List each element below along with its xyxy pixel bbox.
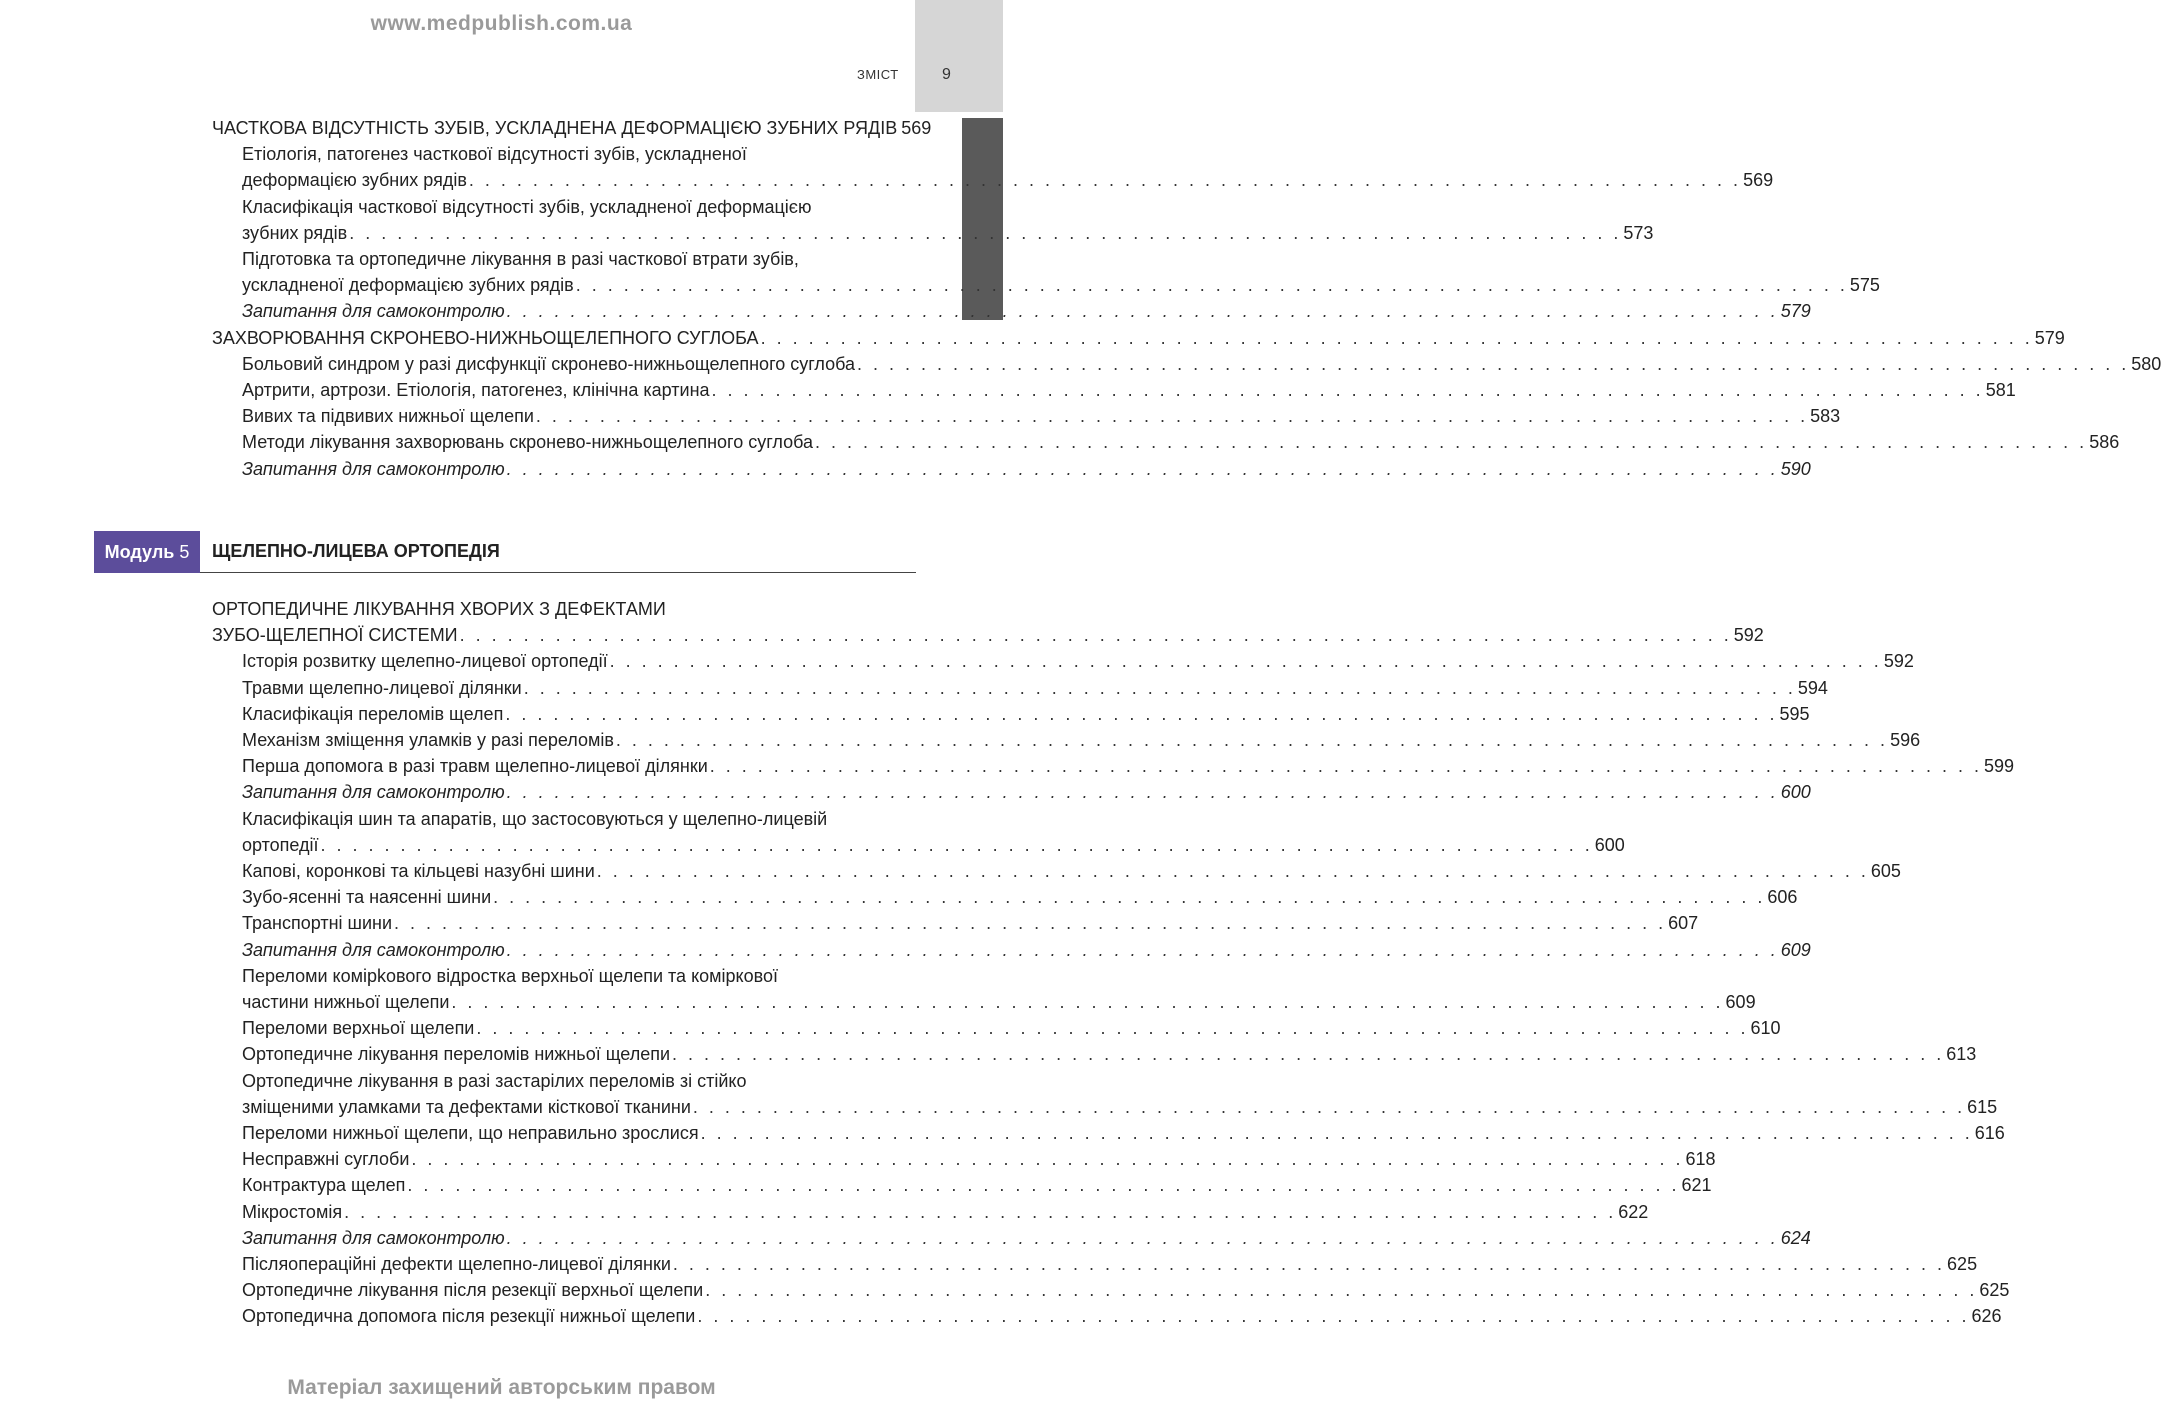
toc-entry: [242, 1277, 2010, 1303]
toc-entry: [242, 779, 1811, 805]
toc-entry-title: ЧАСТКОВА ВІДСУТНІСТЬ ЗУБІВ, УСКЛАДНЕНА ДЕФОРМАЦІЄЮ ЗУБНИХ РЯДІВ: [212, 118, 898, 138]
dot-leader: . . . . . . . . . . . . . . . . . . . . . . . . . . . . . . . . . . . . . . . . . . . . . . . . . . . . . . . . . . . . . . . . . . . . . . . . . . . . . . . .: [407, 1175, 1680, 1196]
toc-entry-title: Запитання для самоконтролю: [242, 782, 505, 803]
toc-entry-title: Післяопераційні дефекти щелепно-лицевої ділянки: [242, 1254, 671, 1274]
toc-page-number: 605: [1870, 861, 1901, 881]
toc-entry-title: Ортопедичне лікування в разі застарілих переломів зі стійко: [242, 1070, 747, 1091]
toc-page-number: 613: [1946, 1044, 1977, 1065]
dot-leader: . . . . . . . . . . . . . . . . . . . . . . . . . . . . . . . . . . . . . . . . . . . . . . . . . . . . . . . . . . . . . . . . . . . . . . . . . . . . . . . .: [411, 1149, 1684, 1170]
toc-entry: [212, 325, 2065, 351]
toc-page-number: 581: [1985, 380, 2016, 400]
toc-entry: [242, 1015, 1781, 1041]
dot-leader: . . . . . . . . . . . . . . . . . . . . . . . . . . . . . . . . . . . . . . . . . . . . . . . . . . . . . . . . . . . . . . . . . . . . . . . . . . . . . . . .: [705, 1280, 1978, 1301]
toc-entry: [242, 351, 2161, 377]
dot-leader: . . . . . . . . . . . . . . . . . . . . . . . . . . . . . . . . . . . . . . . . . . . . . . . . . . . . . . . . . . . . . . . . . . . . . . . . . . . . . . . .: [468, 170, 1742, 191]
running-title: ЗМІСТ: [857, 67, 899, 82]
toc-entry-title: зубних рядів: [242, 222, 348, 243]
toc-page-number: 590: [1780, 458, 1811, 479]
toc-entry: [242, 1094, 1998, 1120]
dot-leader: . . . . . . . . . . . . . . . . . . . . . . . . . . . . . . . . . . . . . . . . . . . . . . . . . . . . . . . . . . . . . . . . . . . . . . . . . . . . . . . .: [451, 992, 1724, 1012]
toc-entry-title: Транспортні шини: [242, 913, 392, 934]
toc-entry-title: Підготовка та ортопедичне лікування в разі часткової втрати зубів,: [242, 249, 799, 269]
toc-entry-title: частини нижньої щелепи: [242, 992, 450, 1012]
dot-leader: . . . . . . . . . . . . . . . . . . . . . . . . . . . . . . . . . . . . . . . . . . . . . . . . . . . . . . . . . . . . . . . . . . . . . . . . . . . . . . . .: [700, 1123, 1973, 1143]
toc-entry-title: Капові, коронкові та кільцеві назубні шини: [242, 861, 595, 881]
toc-entry-title: Зубо-ясенні та наясенні шини: [242, 887, 492, 908]
toc-entry-title: Контрактура щелеп: [242, 1175, 406, 1196]
toc-entry-title: ускладненої деформацією зубних рядів: [242, 275, 574, 296]
dot-leader: . . . . . . . . . . . . . . . . . . . . . . . . . . . . . . . . . . . . . . . . . . . . . . . . . . . . . . . . . . . . . . . . . . . . . . . . . . . . . . . .: [505, 703, 1778, 724]
toc-entry-title: Етіологія, патогенез часткової відсутності зубів, ускладненої: [242, 144, 747, 165]
dot-leader: . . . . . . . . . . . . . . . . . . . . . . . . . . . . . . . . . . . . . . . . . . . . . . . . . . . . . . . . . . . . . . . . . . . . . . . . . . . . . . . .: [344, 1201, 1617, 1222]
toc-entry: [212, 115, 932, 141]
module-title: ЩЕЛЕПНО-ЛИЦЕВА ОРТОПЕДІЯ: [212, 541, 500, 561]
dot-leader: . . . . . . . . . . . . . . . . . . . . . . . . . . . . . . . . . . . . . . . . . . . . . . . . . . . . . . . . . . . . . . . . . . . . . . . . . . . . . . . .: [692, 1096, 1966, 1117]
dot-leader: . . . . . . . . . . . . . . . . . . . . . . . . . . . . . . . . . . . . . . . . . . . . . . . . . . . . . . . . . . . . . . . . . . . . . . . . . . . . . . . .: [459, 625, 1732, 646]
toc-page-number: 600: [1594, 834, 1625, 855]
toc-entry: [242, 1172, 1712, 1198]
toc-page-number: 579: [1780, 301, 1811, 322]
toc-page-number: 600: [1780, 782, 1811, 803]
dot-leader: . . . . . . . . . . . . . . . . . . . . . . . . . . . . . . . . . . . . . . . . . . . . . . . . . . . . . . . . . . . . . . . . . . . . . . . . . . . . . . . .: [506, 1227, 1779, 1248]
toc-page-number: 606: [1767, 887, 1798, 908]
toc-page-number: 621: [1681, 1175, 1712, 1196]
toc-entry: [242, 884, 1798, 910]
toc-entry: [242, 989, 1756, 1015]
toc-page-number: 626: [1971, 1306, 2002, 1327]
dot-leader: . . . . . . . . . . . . . . . . . . . . . . . . . . . . . . . . . . . . . . . . . . . . . . . . . . . . . . . . . . . . . . . . . . . . . . . . . . . . . . . .: [506, 458, 1779, 479]
toc-entry-title: ОРТОПЕДИЧНЕ ЛІКУВАННЯ ХВОРИХ З ДЕФЕКТАМИ: [212, 599, 666, 619]
toc-entry-title: Класифікація шин та апаратів, що застосовуються у щелепно-лицевій: [242, 808, 828, 829]
module-label: Модуль: [104, 541, 175, 562]
toc-entry-title: Больовий синдром у разі дисфункції скронево-нижньощелепного суглоба: [242, 353, 856, 374]
dot-leader: . . . . . . . . . . . . . . . . . . . . . . . . . . . . . . . . . . . . . . . . . . . . . . . . . . . . . . . . . . . . . . . . . . . . . . . . . . . . . . . .: [697, 1306, 1970, 1327]
dot-leader: . . . . . . . . . . . . . . . . . . . . . . . . . . . . . . . . . . . . . . . . . . . . . . . . . . . . . . . . . . . . . . . . . . . . . . . . . . . . . . . .: [506, 939, 1779, 960]
page-number: 9: [942, 66, 951, 83]
toc-page-number: 618: [1685, 1149, 1716, 1170]
toc-entry-title: зміщеними уламками та дефектами кісткової тканини: [242, 1096, 691, 1117]
dot-leader: . . . . . . . . . . . . . . . . . . . . . . . . . . . . . . . . . . . . . . . . . . . . . . . . . . . . . . . . . . . . . . . . . . . . . . . . . . . . . . . .: [493, 887, 1766, 908]
toc-entry: [242, 456, 1811, 482]
dot-leader: . . . . . . . . . . . . . . . . . . . . . . . . . . . . . . . . . . . . . . . . . . . . . . . . . . . . . . . . . . . . . . . . . . . . . . . . . . . . . . . .: [615, 730, 1889, 750]
toc-page-number: 594: [1797, 677, 1828, 698]
toc-entry: [242, 1251, 1978, 1277]
dot-leader: . . . . . . . . . . . . . . . . . . . . . . . . . . . . . . . . . . . . . . . . . . . . . . . . . . . . . . . . . . . . . . . . . . . . . . . . . . . . . . . .: [609, 651, 1882, 672]
toc-entry: [242, 910, 1699, 936]
toc-page-number: 569: [901, 118, 932, 138]
toc-entry: [242, 1041, 1977, 1067]
toc-page-number: 599: [1983, 756, 2014, 777]
toc-entry-title: Мікростомія: [242, 1201, 343, 1222]
toc-entry-line: [242, 806, 827, 832]
dot-leader: . . . . . . . . . . . . . . . . . . . . . . . . . . . . . . . . . . . . . . . . . . . . . . . . . . . . . . . . . . . . . . . . . . . . . . . . . . . . . . . .: [476, 1018, 1749, 1039]
toc-entry: [242, 648, 1914, 674]
dot-leader: . . . . . . . . . . . . . . . . . . . . . . . . . . . . . . . . . . . . . . . . . . . . . . . . . . . . . . . . . . . . . . . . . . . . . . . . . . . . . . . .: [506, 301, 1779, 322]
page-number-box: [915, 0, 1003, 112]
toc-entry-title: Історія розвитку щелепно-лицевої ортопедії: [242, 651, 608, 672]
dot-leader: . . . . . . . . . . . . . . . . . . . . . . . . . . . . . . . . . . . . . . . . . . . . . . . . . . . . . . . . . . . . . . . . . . . . . . . . . . . . . . . .: [349, 222, 1622, 243]
toc-entry-title: ЗУБО-ЩЕЛЕПНОЇ СИСТЕМИ: [212, 625, 458, 646]
copyright-watermark: Матеріал захищений авторським правом: [287, 1376, 716, 1399]
toc-entry-title: Вивих та підвивих нижньої щелепи: [242, 406, 534, 427]
toc-entry-title: ортопедії: [242, 834, 319, 855]
toc-entry-title: Переломи нижньої щелепи, що неправильно зрослися: [242, 1123, 699, 1143]
toc-entry: [242, 1199, 1649, 1225]
toc-page-number: 615: [1967, 1096, 1998, 1117]
toc-entry-title: Ортопедичне лікування переломів нижньої щелепи: [242, 1044, 671, 1065]
toc-entry: [242, 377, 2016, 403]
toc-entry-line: [242, 246, 799, 272]
toc-entry: [242, 1303, 2002, 1329]
module-badge: [94, 531, 200, 573]
toc-page-number: 616: [1974, 1123, 2005, 1143]
toc-entry-title: Методи лікування захворювань скронево-нижньощелепного суглоба: [242, 432, 814, 453]
toc-entry: [212, 622, 1764, 648]
toc-entry: [242, 701, 1810, 727]
toc-page-number: 624: [1780, 1227, 1811, 1248]
dot-leader: . . . . . . . . . . . . . . . . . . . . . . . . . . . . . . . . . . . . . . . . . . . . . . . . . . . . . . . . . . . . . . . . . . . . . . . . . . . . . . . .: [711, 380, 1984, 400]
dot-leader: . . . . . . . . . . . . . . . . . . . . . . . . . . . . . . . . . . . . . . . . . . . . . . . . . . . . . . . . . . . . . . . . . . . . . . . . . . . . . . . .: [506, 782, 1779, 803]
dot-leader: . . . . . . . . . . . . . . . . . . . . . . . . . . . . . . . . . . . . . . . . . . . . . . . . . . . . . . . . . . . . . . . . . . . . . . . . . . . . . . . .: [709, 756, 1982, 777]
toc-page-number: 596: [1890, 730, 1921, 750]
toc-page-number: 609: [1780, 939, 1811, 960]
dot-leader: . . . . . . . . . . . . . . . . . . . . . . . . . . . . . . . . . . . . . . . . . . . . . . . . . . . . . . . . . . . . . . . . . . . . . . . . . . . . . . . .: [815, 432, 2088, 453]
toc-entry-line: [242, 1068, 747, 1094]
toc-entry: [242, 675, 1828, 701]
toc-page-number: 595: [1779, 703, 1810, 724]
dot-leader: . . . . . . . . . . . . . . . . . . . . . . . . . . . . . . . . . . . . . . . . . . . . . . . . . . . . . . . . . . . . . . . . . . . . . . . . . . . . . . . .: [857, 353, 2130, 374]
toc-entry-title: Запитання для самоконтролю: [242, 1227, 505, 1248]
toc-page-number: 607: [1668, 913, 1699, 934]
toc-entry-title: Ортопедичне лікування після резекції верхньої щелепи: [242, 1280, 704, 1301]
toc-entry-title: Механізм зміщення уламків у разі переломів: [242, 730, 614, 750]
toc-page-number: 592: [1883, 651, 1914, 672]
toc-entry: [242, 753, 2014, 779]
toc-page-number: 579: [2034, 327, 2065, 348]
dot-leader: . . . . . . . . . . . . . . . . . . . . . . . . . . . . . . . . . . . . . . . . . . . . . . . . . . . . . . . . . . . . . . . . . . . . . . . . . . . . . . . .: [394, 913, 1667, 934]
toc-entry-title: Переломи верхньої щелепи: [242, 1018, 475, 1039]
toc-entry-title: Класифікація переломів щелеп: [242, 703, 504, 724]
toc-page-number: 586: [2089, 432, 2120, 453]
dot-leader: . . . . . . . . . . . . . . . . . . . . . . . . . . . . . . . . . . . . . . . . . . . . . . . . . . . . . . . . . . . . . . . . . . . . . . . . . . . . . . . .: [575, 275, 1848, 296]
toc-entry: [242, 1146, 1716, 1172]
toc-page-number: 609: [1725, 992, 1756, 1012]
toc-entry: [242, 858, 1901, 884]
toc-entry: [242, 220, 1654, 246]
toc-entry: [242, 403, 1841, 429]
dot-leader: . . . . . . . . . . . . . . . . . . . . . . . . . . . . . . . . . . . . . . . . . . . . . . . . . . . . . . . . . . . . . . . . . . . . . . . . . . . . . . . .: [672, 1044, 1945, 1065]
toc-page-number: 592: [1733, 625, 1764, 646]
toc-entry-title: Перша допомога в разі травм щелепно-лицевої ділянки: [242, 756, 708, 777]
toc-entry-line: [242, 194, 811, 220]
dot-leader: . . . . . . . . . . . . . . . . . . . . . . . . . . . . . . . . . . . . . . . . . . . . . . . . . . . . . . . . . . . . . . . . . . . . . . . . . . . . . . . .: [760, 327, 2033, 348]
toc-entry-title: Запитання для самоконтролю: [242, 939, 505, 960]
toc-page-number: 573: [1623, 222, 1654, 243]
toc-entry: [242, 1225, 1811, 1251]
toc-page-number: 583: [1810, 406, 1841, 427]
toc-entry-line: [242, 963, 778, 989]
toc-entry: [242, 298, 1811, 324]
dot-leader: . . . . . . . . . . . . . . . . . . . . . . . . . . . . . . . . . . . . . . . . . . . . . . . . . . . . . . . . . . . . . . . . . . . . . . . . . . . . . . . .: [535, 406, 1809, 427]
toc-page-number: 575: [1849, 275, 1880, 296]
toc-page-number: 610: [1750, 1018, 1781, 1039]
toc-entry-title: Переломи комірkового відростка верхньої щелепи та коміркової: [242, 965, 779, 986]
dot-leader: . . . . . . . . . . . . . . . . . . . . . . . . . . . . . . . . . . . . . . . . . . . . . . . . . . . . . . . . . . . . . . . . . . . . . . . . . . . . . . . .: [320, 834, 1593, 855]
module-divider: [200, 572, 916, 573]
toc-page-number: 569: [1743, 170, 1774, 191]
toc-page-number: 625: [1947, 1254, 1978, 1274]
toc-entry-line: [212, 596, 666, 622]
toc-entry: [242, 727, 1921, 753]
toc-entry-title: Несправжні суглоби: [242, 1149, 410, 1170]
toc-entry-title: Запитання для самоконтролю: [242, 301, 505, 322]
toc-page-number: 580: [2131, 353, 2161, 374]
toc-entry: [242, 167, 1774, 193]
toc-entry: [242, 272, 1880, 298]
toc-entry-title: ЗАХВОРЮВАННЯ СКРОНЕВО-НИЖНЬОЩЕЛЕПНОГО СУГЛОБА: [212, 327, 759, 348]
toc-entry-title: Ортопедична допомога після резекції нижньої щелепи: [242, 1306, 696, 1327]
toc-entry: [242, 1120, 2005, 1146]
toc-entry-line: [242, 141, 747, 167]
watermark-url: www.medpublish.com.ua: [370, 12, 633, 35]
toc-page-number: 625: [1979, 1280, 2010, 1301]
toc-entry-title: Запитання для самоконтролю: [242, 458, 505, 479]
toc-entry: [242, 429, 2120, 455]
toc-entry-title: Артрити, артрози. Етіологія, патогенез, клінічна картина: [242, 380, 710, 400]
toc-entry-title: Травми щелепно-лицевої ділянки: [242, 677, 522, 698]
toc-entry-title: деформацією зубних рядів: [242, 170, 467, 191]
toc-page-number: 622: [1618, 1201, 1649, 1222]
dot-leader: . . . . . . . . . . . . . . . . . . . . . . . . . . . . . . . . . . . . . . . . . . . . . . . . . . . . . . . . . . . . . . . . . . . . . . . . . . . . . . . .: [672, 1254, 1946, 1274]
toc-entry: [242, 937, 1811, 963]
toc-entry: [242, 832, 1625, 858]
dot-leader: . . . . . . . . . . . . . . . . . . . . . . . . . . . . . . . . . . . . . . . . . . . . . . . . . . . . . . . . . . . . . . . . . . . . . . . . . . . . . . . .: [523, 677, 1796, 698]
dot-leader: . . . . . . . . . . . . . . . . . . . . . . . . . . . . . . . . . . . . . . . . . . . . . . . . . . . . . . . . . . . . . . . . . . . . . . . . . . . . . . . .: [596, 861, 1869, 881]
toc-entry-title: Класифікація часткової відсутності зубів, ускладненої деформацією: [242, 196, 812, 217]
module-number: 5: [179, 541, 190, 562]
